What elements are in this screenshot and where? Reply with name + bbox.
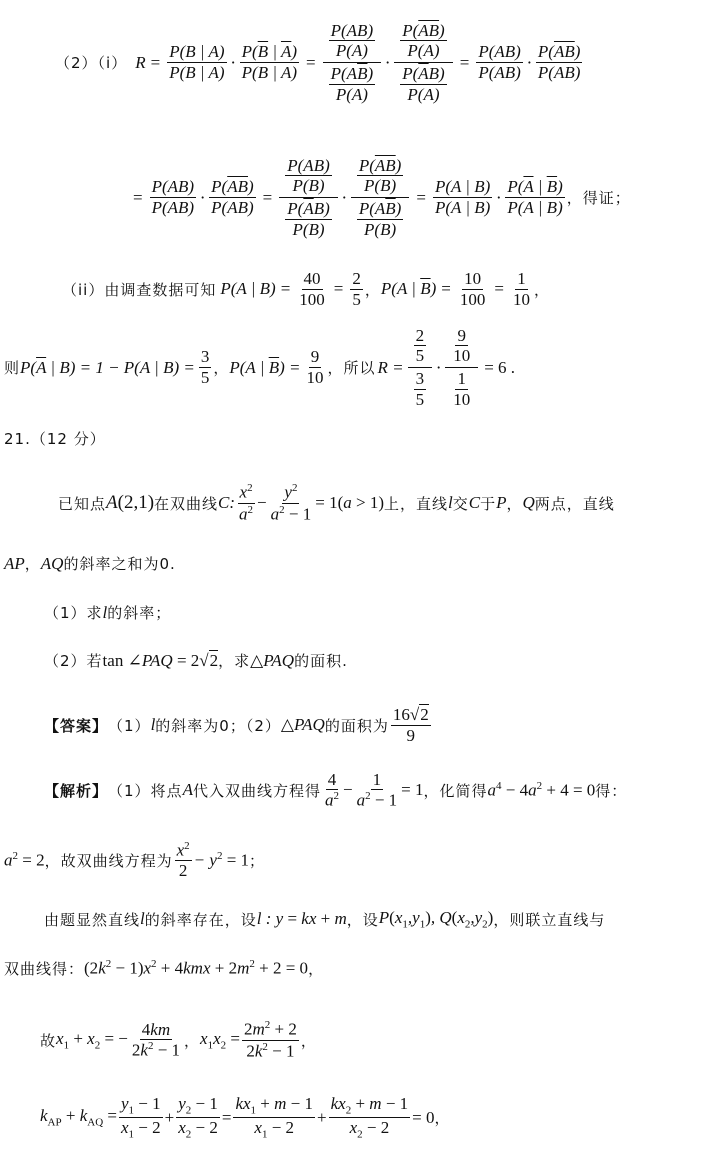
frac: $\frac{1}{a^2 - 1}$: [356, 769, 398, 810]
text: 由调查数据可知: [104, 280, 217, 299]
frac: $\frac{4km}{2k^2 - 1}$: [131, 1019, 181, 1060]
formula-line-3: （ii） 由调查数据可知 P(A | B) = $\frac{40}{100}$ = $\frac{2}{5}$ ， P(A | $\overline{B}$) = $\frac{10}{100}$ = $\frac{1}{10}$ ，: [62, 268, 550, 309]
frac: $\frac{2}{5}$: [352, 268, 361, 309]
frac: $\frac{P(B | A)}{P(\overline{B} | A)}$: [169, 42, 225, 82]
frac: $\frac{kx_1 + m - 1}{x_1 - 2}$: [235, 1093, 314, 1141]
analysis-line-4: 双曲线得： $(2k^2 - 1)x^2 + 4kmx + 2m^2 + 2 = 0$ ，: [4, 958, 325, 978]
compound-frac: $\frac{\frac{P(AB)}{P(A)}}{\frac{P(A\overline{B})}{P(A)}}$: [323, 20, 382, 105]
frac: $\frac{10}{100}$: [459, 268, 486, 309]
frac: $\frac{x^2}{2}$: [176, 839, 190, 880]
part-label: （2）（i）: [55, 54, 128, 72]
frac: $\frac{4}{a^2}$: [324, 769, 339, 810]
frac: $\frac{2m^2 + 2}{2k^2 - 1}$: [243, 1019, 297, 1061]
frac: $\frac{P(A | B)}{P(\overline{A} | B)}$: [434, 177, 491, 217]
compound-frac: $\frac{\frac{2}{5}}{\frac{3}{5}}$: [408, 325, 433, 410]
frac: $\frac{P(AB)}{P(A\overline{B})}$: [478, 42, 521, 82]
proved-text: ，得证；: [566, 189, 631, 207]
frac: $\frac{3}{5}$: [200, 347, 210, 387]
analysis-line-5: 故 $x_1 + x_2$ = − $\frac{4km}{2k^2 - 1}$ ， $x_1x_2$ = $\frac{2m^2 + 2}{2k^2 - 1}$ ，: [40, 1019, 317, 1061]
var-R: R: [135, 52, 146, 72]
answer-line: 【答案】 （1） l 的斜率为0；（2） △PAQ 的面积为 $\frac{16√2}{9}$: [44, 704, 429, 745]
problem-line-1: 已知点 A(2,1) 在双曲线 C: $\frac{x^2}{a^2}$ − $\frac{y^2}{a^2 - 1}$ = 1(a > 1) 上，直线 l 交 C 于 P ， Q 两点，直线: [58, 482, 615, 524]
text: 则: [4, 359, 21, 377]
frac: $\frac{x^2}{a^2}$: [239, 482, 254, 524]
frac: $\frac{P(AB)}{P(\overline{A}B)}$: [151, 177, 195, 217]
frac: $\frac{y^2}{a^2 - 1}$: [270, 482, 312, 524]
frac: $\frac{P(\overline{AB})}{P(A\overline{B})}$: [211, 177, 254, 217]
frac: $\frac{P(\overline{AB})}{P(\overline{A}B)}$: [537, 42, 581, 82]
analysis-line-1: 【解析】 （1）将点 A 代入双曲线方程得 $\frac{4}{a^2}$ − $\frac{1}{a^2 - 1}$ = 1 ，化简得 $a^4 - 4a^2 + 4 = 0$ 得：: [44, 769, 628, 810]
analysis-line-6: $k_{AP} + k_{AQ}$ = $\frac{y_1 - 1}{x_1 - 2}$ + $\frac{y_2 - 1}{x_2 - 2}$ = $\frac{kx_1 + m - 1}{x_1 - 2}$ + $\frac{kx_2 + m - 1}{x_2 - 2}$ = 0 ，: [40, 1093, 451, 1141]
problem-line-2: AP ， AQ 的斜率之和为0.: [4, 553, 176, 573]
frac: $\frac{P(\overline{B} | \overline{A})}{P(B | \overline{A})}$: [241, 42, 298, 82]
formula-line-2: = $\frac{P(AB)}{P(\overline{A}B)}$ · $\frac{P(\overline{AB})}{P(A\overline{B})}$ = $\frac{\frac{P(AB)}{P(B)}}{\frac{P(\overline{A}B)}{P(B)}}$ · $\frac{\frac{P(\overline{AB})}{P(\overline{B})}}{\frac{P(A\overline{B})}{P(\overline{B})}}$ = $\frac{P(A | B)}{P(\overline{A} | B)}$ · $\frac{P(\overline{A} | \overline{B})}{P(A | \overline{B})}$ ，得证；: [133, 155, 631, 239]
analysis-line-2: $a^2 = 2$ ，故双曲线方程为 $\frac{x^2}{2}$ − $y^2 = 1$ ；: [4, 839, 266, 880]
frac: $\frac{y_2 - 1}{x_2 - 2}$: [178, 1093, 218, 1141]
frac: $\frac{P(\overline{A} | \overline{B})}{P(A | \overline{B})}$: [507, 177, 563, 217]
part-label: （ii）: [62, 280, 105, 299]
compound-frac: $\frac{\frac{P(\overline{AB})}{P(\overline{A})}}{\frac{P(\overline{A}B)}{P(\overline{A})}}$: [394, 20, 453, 105]
sub-question-1: （1）求 l 的斜率；: [44, 602, 172, 622]
text: ，所以: [327, 359, 376, 377]
question-21-label: 21.（12 分）: [4, 430, 106, 448]
compound-frac: $\frac{\frac{9}{10}}{\frac{1}{10}}$: [445, 325, 478, 410]
analysis-line-3: 由题显然直线 l 的斜率存在，设 l : y = kx + m ，设 $P(x_1,y_1)$, $Q(x_2,y_2)$ ，则联立直线与: [44, 908, 606, 931]
sub-question-2: （2）若 tan ∠PAQ = 2√2 ，求 △PAQ 的面积.: [44, 650, 348, 670]
frac: $\frac{kx_2 + m - 1}{x_2 - 2}$: [330, 1093, 409, 1141]
formula-line-1: （2）（i） R = $\frac{P(B | A)}{P(\overline{B} | A)}$ · $\frac{P(\overline{B} | \overline{A})}{P(B | \overline{A})}$ = $\frac{\frac{P(AB)}{P(A)}}{\frac{P(A\overline{B})}{P(A)}}$ · $\frac{\frac{P(\overline{AB})}{P(\overline{A})}}{\frac{P(\overline{A}B)}{P(\overline{A})}}$ = $\frac{P(AB)}{P(A\overline{B})}$ · $\frac{P(\overline{AB})}{P(\overline{A}B)}$: [55, 20, 581, 104]
frac: $\frac{1}{10}$: [512, 268, 530, 309]
frac: $\frac{y_1 - 1}{x_1 - 2}$: [120, 1093, 161, 1141]
compound-frac: $\frac{\frac{P(AB)}{P(B)}}{\frac{P(\overline{A}B)}{P(B)}}$: [279, 155, 337, 240]
frac: $\frac{16√2}{9}$: [392, 704, 429, 745]
frac: $\frac{40}{100}$: [299, 268, 325, 309]
compound-frac: $\frac{\frac{P(\overline{AB})}{P(\overline{B})}}{\frac{P(A\overline{B})}{P(\overline{B})}}$: [351, 155, 410, 240]
frac: $\frac{9}{10}$: [306, 347, 324, 387]
formula-line-4: 则 $P(\overline{A}$ | B) = 1 − P(A | B) = $\frac{3}{5}$ ， P(A | $\overline{B}$) = $\frac{9}{10}$ ，所以 R = $\frac{\frac{2}{5}}{\frac{3}{5}}$ · $\frac{\frac{9}{10}}{\frac{1}{10}}$ = 6 .: [4, 325, 516, 409]
